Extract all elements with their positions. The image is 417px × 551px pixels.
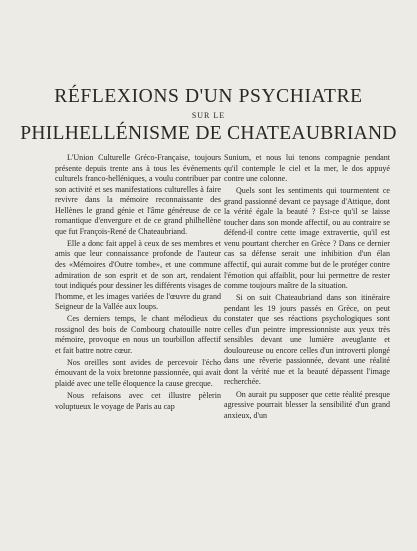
left-column bbox=[55, 153, 221, 412]
paragraph: Si on suit Chateaubriand dans son itinéraire pendant les 19 jours passés en Grèce, on peut constater que ses réactions psychologiques sont celles d'un peintre impressionniste aux yeux très sensibles devant une lumière aveuglante et douloureuse ou encore celles d'un introverti plongé dans une rêverie passionnée, devant une réalité dont la vérité nue et la beauté dépassent l'image recherchée. bbox=[224, 293, 390, 387]
paragraph: Elle a donc fait appel à ceux de ses membres et amis que leur connaissance profonde de l'auteur des «Mémoires d'Outre tombe», et une commune admiration de son esprit et de son art, rendaient tout indiqués pour dessiner les différents visages de l'homme, et les images variées de l'œuvre du grand Seigneur de la Vallée aux loups. bbox=[55, 238, 221, 312]
right-column bbox=[224, 153, 390, 421]
title-line-2: PHILHELLÉNISME DE CHATEAUBRIAND bbox=[20, 123, 397, 144]
paragraph: Ces derniers temps, le chant mélodieux du rossignol des bois de Combourg chatouille notre mémoire, provoque en nous un tourbillon affectif et fait battre notre cœur. bbox=[55, 314, 221, 355]
paragraph: Sunium, et nous lui tenons compagnie pendant qu'il contemple le ciel et la mer, le dos appuyé contre une colonne. bbox=[224, 153, 390, 184]
paragraph: Nos oreilles sont avides de percevoir l'écho émouvant de la voix bretonne passionnée, qui avait plaidé avec une telle éloquence la cause grecque. bbox=[55, 357, 221, 388]
article-header bbox=[0, 86, 417, 145]
paragraph: On aurait pu supposer que cette réalité presque agressive pourrait blesser la sensibilité d'un grand anxieux, d'un bbox=[224, 389, 390, 420]
paragraph: Nous refaisons avec cet illustre pèlerin voluptueux le voyage de Paris au cap bbox=[55, 391, 221, 411]
title-line-1: RÉFLEXIONS D'UN PSYCHIATRE bbox=[54, 86, 363, 107]
paragraph: Quels sont les sentiments qui tourmentent ce grand passionné devant ce paysage d'Attique, dont la vérité égale la beauté ? Est-ce qu'il se laisse toucher dans son monde affectif, ou au contraire se défend-il contre cette image extravertie, qu'il est venu pourtant chercher en Grèce ? Dans ce dernier cas sa défense serait une inhibition d'un élan affectif, qui aurait comme but de le protéger contre l'émotion qui affaiblit, pour lui permettre de rester comme toujours maître de la situation. bbox=[224, 186, 390, 291]
title-connector: SUR LE bbox=[191, 111, 226, 120]
paragraph: L'Union Culturelle Gréco-Française, toujours présente depuis trente ans à tous les événements culturels franco-helléniques, a voulu contribuer par son activité et ses manifestations culturelles à faire revivre dans la mémoire reconnaissante des Hellènes le grand génie et l'âme généreuse de ce romantique d'envergure et de ce grand philhellène que fut François-René de Chateaubriand. bbox=[55, 153, 221, 236]
